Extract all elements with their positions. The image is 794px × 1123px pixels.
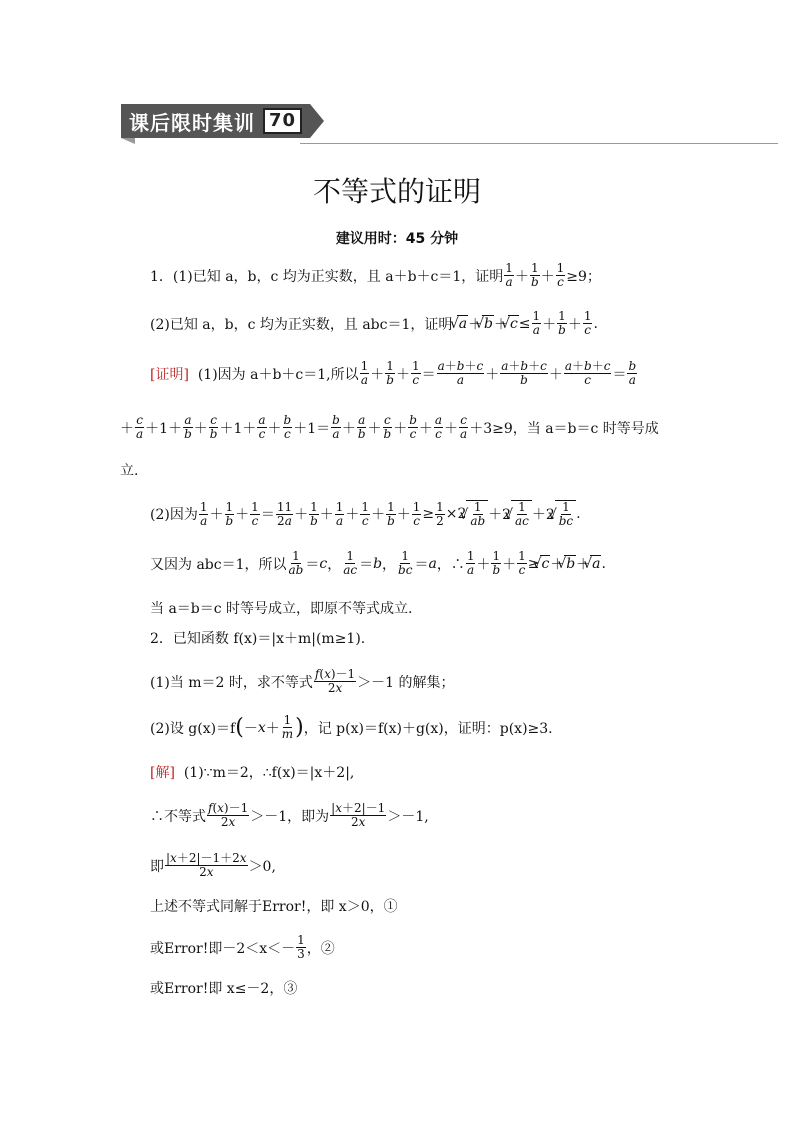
- proof-2-line-3: [150, 598, 413, 618]
- proof-2-line-1: (2)因为 $\frac{1}{a}$ ＋ $\frac{1}{b}$ ＋ $\frac{1}{c}$ ＝ $\frac{11}{2a}$ ＋ $\frac{1}{b}$ ＋ $\frac{1}{a}$ ＋ $\frac{1}{c}$ ＋ $\frac{1}{b}$ ＋ $\frac{1}{c}$ ≥ $\frac{1}{2}$ ×2 √ $\frac{1}{ab}$ ＋2 √ $\frac{1}{ac}$ ＋2 √ $\frac{1}{bc}$ .: [150, 500, 581, 528]
- text: (2)因为: [150, 507, 198, 523]
- fraction: $\frac{1}{c}$: [556, 261, 565, 289]
- text: 立.: [120, 463, 139, 479]
- text: 上述不等式同解于Error!，即 x＞0，①: [150, 899, 398, 915]
- fraction: $\frac{1}{b}$: [558, 309, 566, 337]
- text: 或Error!即 x≤－2，③: [150, 981, 298, 997]
- banner-text: 课后限时集训: [129, 110, 255, 135]
- fraction: $\frac{1}{a}$: [505, 261, 513, 289]
- problem-2-part-2: (2)设 g(x)＝f ( － x ＋ $\frac{1}{m}$ ) ，记 p(x)＝f(x)＋g(x)，证明：p(x)≥3.: [150, 713, 553, 741]
- problem-1-part-2: (2)已知 a，b，c 均为正实数，且 abc＝1，证明 √ a ＋ √ b ＋ √ c ≤ $\frac{1}{a}$ ＋ $\frac{1}{b}$ ＋ $\frac{1}{c}$ .: [150, 310, 598, 337]
- text: 即: [150, 858, 164, 875]
- proof-1-line-3: [120, 460, 138, 480]
- text: ＞－1，即为: [250, 808, 330, 825]
- text: ＞－1,: [387, 808, 429, 825]
- text: ＋1＝: [293, 420, 331, 437]
- header-rule: [300, 143, 778, 144]
- text: (2)设 g(x)＝f: [150, 720, 236, 737]
- text: ＋1＋: [145, 420, 183, 437]
- solution-tag: [解]: [150, 765, 175, 781]
- banner-shadow: [121, 138, 135, 144]
- page-subtitle: 建议用时：45 分钟: [335, 231, 459, 247]
- solution-line-5: 或Error!即－2＜x＜－ $\frac{1}{3}$ ，②: [150, 933, 335, 961]
- text: (1)当 m＝2 时，求不等式: [150, 674, 313, 691]
- text: (1)因为 a＋b＋c＝1,所以: [197, 366, 359, 383]
- fraction: $\frac{1}{c}$: [583, 309, 592, 337]
- text: ∴不等式: [150, 808, 206, 825]
- solution-line-6: [150, 978, 297, 998]
- text: 当 a＝b＝c 时等号成立，即原不等式成立.: [150, 601, 413, 617]
- text: 1．(1)已知 a，b，c 均为正实数，且 a＋b＋c＝1，证明: [150, 268, 504, 285]
- text: 又因为 abc＝1，所以: [150, 556, 287, 573]
- text: ，②: [306, 940, 335, 957]
- proof-1-line-2: ＋ $\frac{c}{a}$ ＋1＋ $\frac{a}{b}$ ＋ $\frac{c}{b}$ ＋1＋ $\frac{a}{c}$ ＋ $\frac{b}{c}$ ＋1＝ $\frac{b}{a}$ ＋ $\frac{a}{b}$ ＋ $\frac{c}{b}$ ＋ $\frac{b}{c}$ ＋ $\frac{a}{c}$ ＋ $\frac{c}{a}$ ＋3≥9，当 a＝b＝c 时等号成: [120, 413, 659, 441]
- solution-line-4: [150, 896, 398, 916]
- solution-line-2: ∴不等式 $\frac{f(x)-1}{2x}$ ＞－1，即为 $\frac{|x+2|-1}{2x}$ ＞－1,: [150, 801, 429, 829]
- text: 或Error!即－2＜x＜－: [150, 940, 296, 957]
- proof-tag: [证明]: [150, 366, 189, 383]
- section-banner: [121, 104, 310, 138]
- solution-line-3: 即 $\frac{|x+2|-1+2x}{2x}$ ＞0,: [150, 851, 276, 879]
- problem-2-part-1: (1)当 m＝2 时，求不等式 $\frac{f(x)-1}{2x}$ ＞－1 的解集；: [150, 667, 455, 695]
- text: ＋1＋: [219, 420, 257, 437]
- text: 2．已知函数 f(x)＝|x＋m|(m≥1).: [150, 631, 366, 647]
- text: ，记 p(x)＝f(x)＋g(x)，证明：p(x)≥3.: [303, 720, 553, 737]
- text: ＞0,: [248, 858, 276, 875]
- text: ＞－1 的解集；: [357, 674, 455, 691]
- page-title: 不等式的证明: [312, 175, 481, 208]
- fraction: $\frac{1}{b}$: [530, 261, 539, 289]
- text: (1)∵m＝2，∴f(x)＝|x＋2|,: [183, 765, 355, 781]
- fraction: $\frac{1}{a}$: [532, 309, 541, 337]
- banner-number: 70: [263, 108, 302, 134]
- text: (2)已知 a，b，c 均为正实数，且 abc＝1，证明: [150, 316, 453, 333]
- solution-line-1: [150, 762, 354, 782]
- proof-2-line-2: 又因为 abc＝1，所以 $\frac{1}{ab}$ ＝ c ， $\frac{1}{ac}$ ＝ b ， $\frac{1}{bc}$ ＝ a ，∴ $\frac{1}{a}$ ＋ $\frac{1}{b}$ ＋ $\frac{1}{c}$ ≥ √ c ＋ √ b ＋ √ a .: [150, 550, 606, 577]
- problem-1-part-1: 1．(1)已知 a，b，c 均为正实数，且 a＋b＋c＝1，证明 $\frac{1}{a}$ ＋ $\frac{1}{b}$ ＋ $\frac{1}{c}$ ≥9；: [150, 261, 601, 289]
- proof-1-line-1: [证明] (1)因为 a＋b＋c＝1,所以 $\frac{1}{a}$ ＋ $\frac{1}{b}$ ＋ $\frac{1}{c}$ ＝ $\frac{a+b+c}{a}$ ＋ $\frac{a+b+c}{b}$ ＋ $\frac{a+b+c}{c}$ ＝ $\frac{b}{a}$: [150, 359, 637, 387]
- banner-label: [121, 104, 310, 138]
- problem-2: [150, 628, 365, 648]
- text: ＋3≥9，当 a＝b＝c 时等号成: [469, 420, 659, 437]
